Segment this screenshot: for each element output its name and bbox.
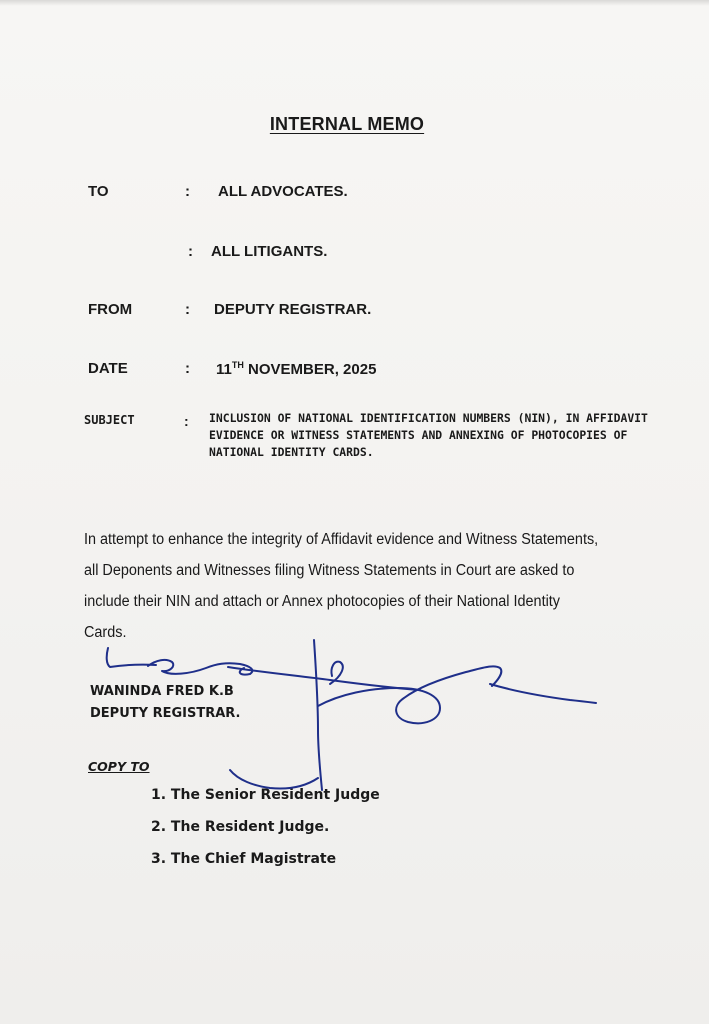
- to-value-litigants: ALL LITIGANTS.: [211, 243, 328, 260]
- subject-label: SUBJECT: [84, 413, 135, 427]
- to-colon: :: [185, 183, 190, 200]
- signatory-name: WANINDA FRED K.B: [90, 684, 234, 699]
- copy-to-item-3: 3. The Chief Magistrate: [151, 851, 337, 867]
- memo-title: INTERNAL MEMO: [269, 114, 425, 134]
- subject-colon: :: [184, 413, 189, 429]
- to-value-advocates: ALL ADVOCATES.: [218, 183, 348, 200]
- date-value: [216, 360, 376, 378]
- date-label: DATE: [88, 360, 128, 377]
- memo-body: In attempt to enhance the integrity of Affidavit evidence and Witness Statements, all Deponents and Witnesses filing Witness Statements in Court are asked to include their NIN and attach or Annex photocopies of their National Identity Cards.: [84, 531, 599, 641]
- date-suffix: TH: [231, 360, 244, 370]
- from-label: FROM: [88, 301, 133, 318]
- from-value: DEPUTY REGISTRAR.: [214, 301, 372, 318]
- to-label: TO: [88, 183, 109, 200]
- scan-top-edge: [0, 0, 709, 6]
- copy-to-item-1: 1. The Senior Resident Judge: [151, 787, 380, 803]
- signatory-title: DEPUTY REGISTRAR.: [90, 706, 241, 721]
- subject-text: INCLUSION OF NATIONAL IDENTIFICATION NUMBERS (NIN), IN AFFIDAVIT EVIDENCE OR WITNESS STATEMENTS AND ANNEXING OF PHOTOCOPIES OF NATIONAL IDENTITY CARDS.: [209, 411, 648, 459]
- copy-to-item-2: 2. The Resident Judge.: [151, 819, 330, 835]
- to-colon-2: :: [188, 243, 193, 260]
- date-rest: NOVEMBER, 2025: [243, 361, 377, 378]
- date-day: 11: [216, 361, 232, 378]
- date-colon: :: [185, 360, 190, 377]
- copy-to-heading: COPY TO: [88, 759, 150, 774]
- from-colon: :: [185, 301, 190, 318]
